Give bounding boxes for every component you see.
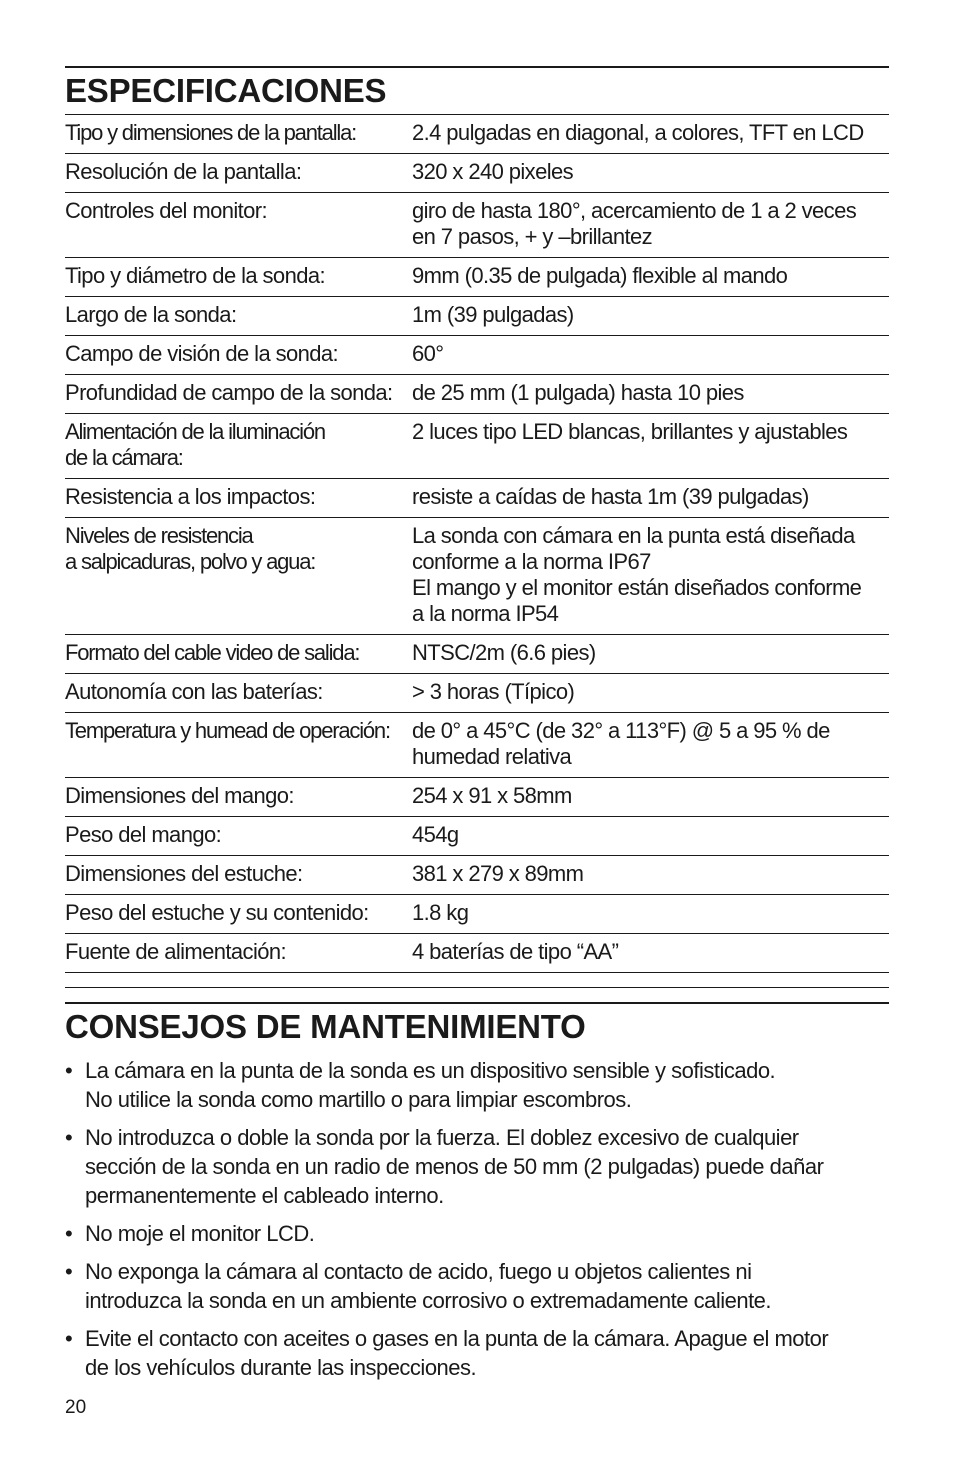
spec-value: NTSC/2m (6.6 pies) bbox=[412, 640, 596, 665]
spec-value: > 3 horas (Típico) bbox=[412, 679, 575, 704]
spec-value: 2 luces tipo LED blancas, brillantes y ajustables bbox=[412, 419, 848, 444]
maintenance-item bbox=[65, 1056, 889, 1114]
spec-row bbox=[65, 375, 889, 414]
specifications-table bbox=[65, 114, 889, 973]
bullet-icon: • bbox=[65, 1259, 73, 1284]
spec-label: Controles del monitor: bbox=[65, 198, 268, 223]
maintenance-item-text: La cámara en la punta de la sonda es un dispositivo sensible y sofisticado. No utilice la sonda como martillo o para limpiar escombros. bbox=[85, 1058, 776, 1112]
spec-value: 2.4 pulgadas en diagonal, a colores, TFT en LCD bbox=[412, 120, 864, 145]
spec-row bbox=[65, 856, 889, 895]
maintenance-item-text: Evite el contacto con aceites o gases en la punta de la cámara. Apague el motor de los vehículos durante las inspecciones. bbox=[85, 1326, 829, 1380]
maintenance-section bbox=[65, 1002, 889, 1382]
spec-label: Peso del estuche y su contenido: bbox=[65, 900, 369, 925]
page-number: 20 bbox=[65, 1397, 87, 1418]
spec-row bbox=[65, 895, 889, 934]
spec-row bbox=[65, 713, 889, 778]
maintenance-list bbox=[65, 1056, 889, 1382]
spec-value: La sonda con cámara en la punta está diseñada conforme a la norma IP67 El mango y el monitor están diseñados conforme a la norma IP54 bbox=[412, 523, 862, 626]
spec-label: Formato del cable video de salida: bbox=[65, 640, 360, 665]
spec-label: Temperatura y humead de operación: bbox=[65, 718, 390, 743]
spec-value: 320 x 240 pixeles bbox=[412, 159, 574, 184]
specifications-heading: ESPECIFICACIONES bbox=[65, 72, 387, 109]
bullet-icon: • bbox=[65, 1125, 73, 1150]
spec-label: Largo de la sonda: bbox=[65, 302, 237, 327]
spec-value: 9mm (0.35 de pulgada) flexible al mando bbox=[412, 263, 788, 288]
spec-row bbox=[65, 154, 889, 193]
table-end-rule bbox=[65, 973, 889, 988]
spec-label: Campo de visión de la sonda: bbox=[65, 341, 339, 366]
spec-label: Peso del mango: bbox=[65, 822, 222, 847]
spec-value: 381 x 279 x 89mm bbox=[412, 861, 584, 886]
maintenance-item bbox=[65, 1324, 889, 1382]
spec-row bbox=[65, 336, 889, 375]
spec-label: Autonomía con las baterías: bbox=[65, 679, 323, 704]
spec-row bbox=[65, 674, 889, 713]
bullet-icon: • bbox=[65, 1058, 73, 1083]
spec-label: Tipo y diámetro de la sonda: bbox=[65, 263, 325, 288]
spec-value: 454g bbox=[412, 822, 459, 847]
maintenance-item bbox=[65, 1219, 889, 1248]
bullet-icon: • bbox=[65, 1326, 73, 1351]
maintenance-item-text: No moje el monitor LCD. bbox=[85, 1221, 315, 1246]
maintenance-item bbox=[65, 1123, 889, 1210]
spec-value: 1m (39 pulgadas) bbox=[412, 302, 574, 327]
spec-row bbox=[65, 518, 889, 635]
spec-value: giro de hasta 180°, acercamiento de 1 a 2 veces en 7 pasos, + y –brillantez bbox=[412, 198, 857, 249]
spec-value: 1.8 kg bbox=[412, 900, 469, 925]
spec-value: 254 x 91 x 58mm bbox=[412, 783, 572, 808]
maintenance-item-text: No exponga la cámara al contacto de acido, fuego u objetos calientes ni introduzca la sonda en un ambiente corrosivo o extremadamente caliente. bbox=[85, 1259, 772, 1313]
spec-value: 4 baterías de tipo “AA” bbox=[412, 939, 619, 964]
spec-row bbox=[65, 414, 889, 479]
spec-row bbox=[65, 297, 889, 336]
spec-label: Resistencia a los impactos: bbox=[65, 484, 316, 509]
spec-value: 60° bbox=[412, 341, 444, 366]
spec-row bbox=[65, 115, 889, 154]
spec-label: Fuente de alimentación: bbox=[65, 939, 287, 964]
spec-row bbox=[65, 635, 889, 674]
spec-row bbox=[65, 817, 889, 856]
spec-row bbox=[65, 193, 889, 258]
maintenance-item-text: No introduzca o doble la sonda por la fuerza. El doblez excesivo de cualquier sección de la sonda en un radio de menos de 50 mm (2 pulgadas) puede dañar permanentemente el cableado interno. bbox=[85, 1125, 824, 1208]
spec-label: Alimentación de la iluminación de la cámara: bbox=[65, 419, 325, 470]
spec-value: resiste a caídas de hasta 1m (39 pulgadas) bbox=[412, 484, 809, 509]
spec-label: Dimensiones del estuche: bbox=[65, 861, 303, 886]
spec-label: Tipo y dimensiones de la pantalla: bbox=[65, 120, 357, 145]
bullet-icon: • bbox=[65, 1221, 73, 1246]
spec-row bbox=[65, 258, 889, 297]
spec-label: Profundidad de campo de la sonda: bbox=[65, 380, 393, 405]
page-content bbox=[65, 66, 889, 1391]
maintenance-item bbox=[65, 1257, 889, 1315]
spec-label: Resolución de la pantalla: bbox=[65, 159, 302, 184]
spec-label: Niveles de resistencia a salpicaduras, polvo y agua: bbox=[65, 523, 316, 574]
spec-row bbox=[65, 934, 889, 973]
maintenance-heading: CONSEJOS DE MANTENIMIENTO bbox=[65, 1008, 586, 1045]
spec-value: de 25 mm (1 pulgada) hasta 10 pies bbox=[412, 380, 744, 405]
spec-row bbox=[65, 778, 889, 817]
spec-row bbox=[65, 479, 889, 518]
spec-value: de 0° a 45°C (de 32° a 113°F) @ 5 a 95 % de humedad relativa bbox=[412, 718, 830, 769]
spec-label: Dimensiones del mango: bbox=[65, 783, 294, 808]
